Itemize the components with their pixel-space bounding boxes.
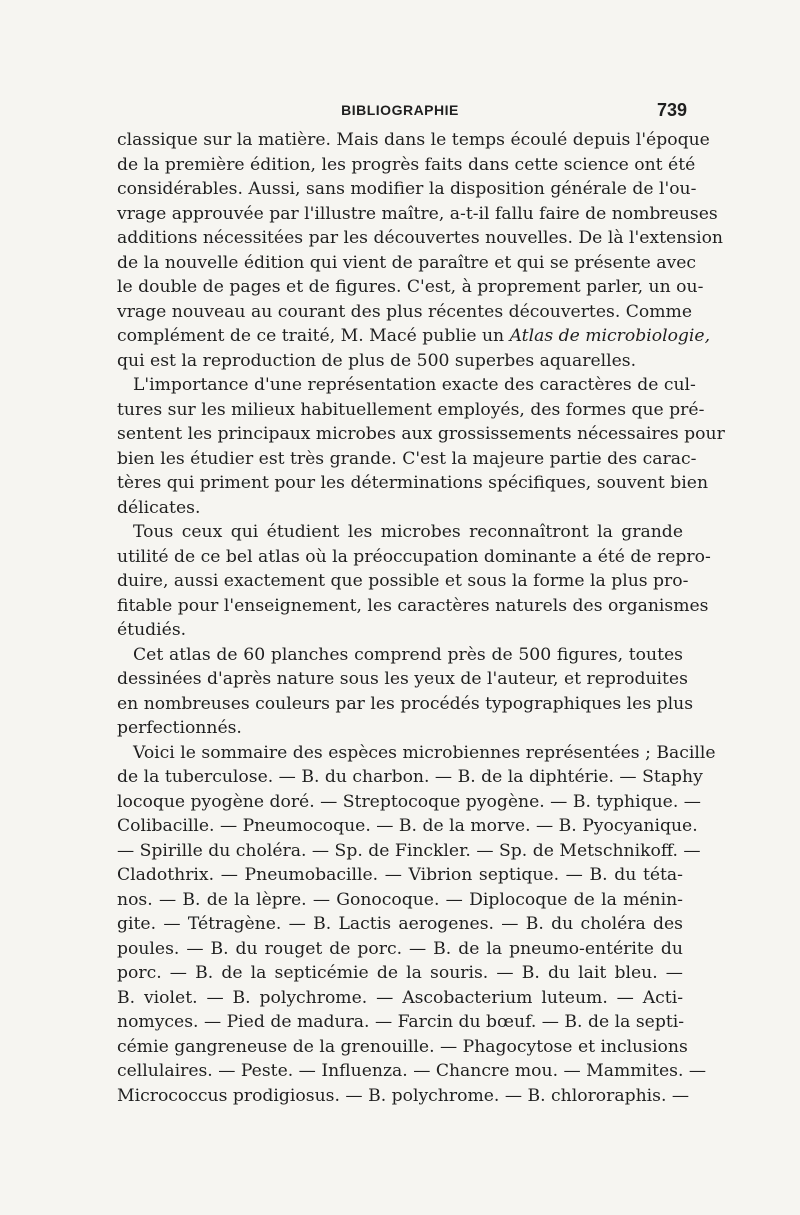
text-line: gite. — Tétragène. — B. Lactis aerogenes. — B. du choléra des bbox=[117, 914, 683, 934]
text-line: perfectionnés. bbox=[117, 718, 242, 738]
text-line: tères qui priment pour les déterminations spécifiques, souvent bien bbox=[117, 473, 709, 493]
text-line: duire, aussi exactement que possible et sous la forme la plus pro- bbox=[117, 571, 689, 591]
text-line: dessinées d'après nature sous les yeux de l'auteur, et reproduites bbox=[117, 669, 688, 689]
text-line: additions nécessitées par les découvertes nouvelles. De là l'extension bbox=[117, 228, 723, 248]
text-line: vrage approuvée par l'illustre maître, a-t-il fallu faire de nombreuses bbox=[117, 203, 718, 224]
text-line: étudiés. bbox=[117, 620, 187, 640]
running-title: BIBLIOGRAPHIE bbox=[341, 102, 459, 118]
text-line: cémie gangreneuse de la grenouille. — Phagocytose et inclusions bbox=[117, 1036, 688, 1057]
text-line: Cladothrix. — Pneumobacille. — Vibrion septique. — B. du téta- bbox=[117, 865, 683, 885]
text-line: vrage nouveau au courant des plus récentes découvertes. Comme bbox=[117, 301, 693, 322]
text-line: utilité de ce bel atlas où la préoccupation dominante a été de repro- bbox=[117, 546, 711, 567]
text-line: Micrococcus prodigiosus. — B. polychrome. — B. chlororaphis. — bbox=[117, 1085, 690, 1106]
text-line: de la tuberculose. — B. du charbon. — B. de la diphtérie. — Staphy bbox=[117, 767, 703, 787]
text-line: considérables. Aussi, sans modifier la disposition générale de l'ou- bbox=[117, 179, 697, 199]
text-line: nomyces. — Pied de madura. — Farcin du bœuf. — B. de la septi- bbox=[117, 1012, 685, 1032]
text-line: délicates. bbox=[117, 497, 201, 518]
text-line: poules. — B. du rouget de porc. — B. de la pneumo-entérite du bbox=[117, 938, 683, 959]
text-line: cellulaires. — Peste. — Influenza. — Chancre mou. — Mammites. — bbox=[117, 1061, 707, 1081]
text-line: porc. — B. de la septicémie de la souris. — B. du lait bleu. — bbox=[117, 963, 683, 983]
text-line: Cet atlas de 60 planches comprend près de 500 figures, toutes bbox=[133, 644, 683, 665]
text-line: de la première édition, les progrès faits dans cette science ont été bbox=[117, 154, 696, 175]
text-line: Voici le sommaire des espèces microbiennes représentées ; Bacille bbox=[133, 742, 716, 763]
page-number: 739 bbox=[656, 100, 687, 120]
text-line: bien les étudier est très grande. C'est la majeure partie des carac- bbox=[117, 448, 697, 469]
text-line bbox=[117, 324, 711, 349]
text-line: Colibacille. — Pneumocoque. — B. de la morve. — B. Pyocyanique. bbox=[117, 816, 698, 836]
text-line: L'importance d'une représentation exacte des caractères de cul- bbox=[133, 375, 696, 395]
text-fragment: complément de ce traité, M. Macé publie un bbox=[117, 326, 510, 346]
text-line: locoque pyogène doré. — Streptocoque pyogène. — B. typhique. — bbox=[117, 791, 701, 812]
text-line: le double de pages et de figures. C'est, à proprement parler, un ou- bbox=[117, 277, 704, 297]
text-line: B. violet. — B. polychrome. — Ascobacterium luteum. — Acti- bbox=[117, 987, 683, 1008]
atlas-title: Atlas de microbiologie, bbox=[509, 326, 711, 346]
text-line: Tous ceux qui étudient les microbes reconnaîtront la grande bbox=[133, 522, 683, 542]
running-header bbox=[117, 100, 687, 124]
text-line: qui est la reproduction de plus de 500 superbes aquarelles. bbox=[117, 350, 637, 371]
text-line: classique sur la matière. Mais dans le temps écoulé depuis l'époque bbox=[117, 130, 710, 150]
body-text bbox=[117, 128, 725, 1108]
text-line: sentent les principaux microbes aux grossissements nécessaires pour bbox=[117, 424, 725, 444]
text-line: de la nouvelle édition qui vient de paraître et qui se présente avec bbox=[117, 252, 697, 273]
text-line: en nombreuses couleurs par les procédés typographiques les plus bbox=[117, 693, 694, 714]
text-line: — Spirille du choléra. — Sp. de Finckler. — Sp. de Metschnikoff. — bbox=[117, 840, 701, 861]
text-line: fitable pour l'enseignement, les caractères naturels des organismes bbox=[117, 595, 709, 616]
text-line: tures sur les milieux habituellement employés, des formes que pré- bbox=[117, 399, 705, 420]
text-line: nos. — B. de la lèpre. — Gonocoque. — Diplocoque de la ménin- bbox=[117, 889, 683, 910]
